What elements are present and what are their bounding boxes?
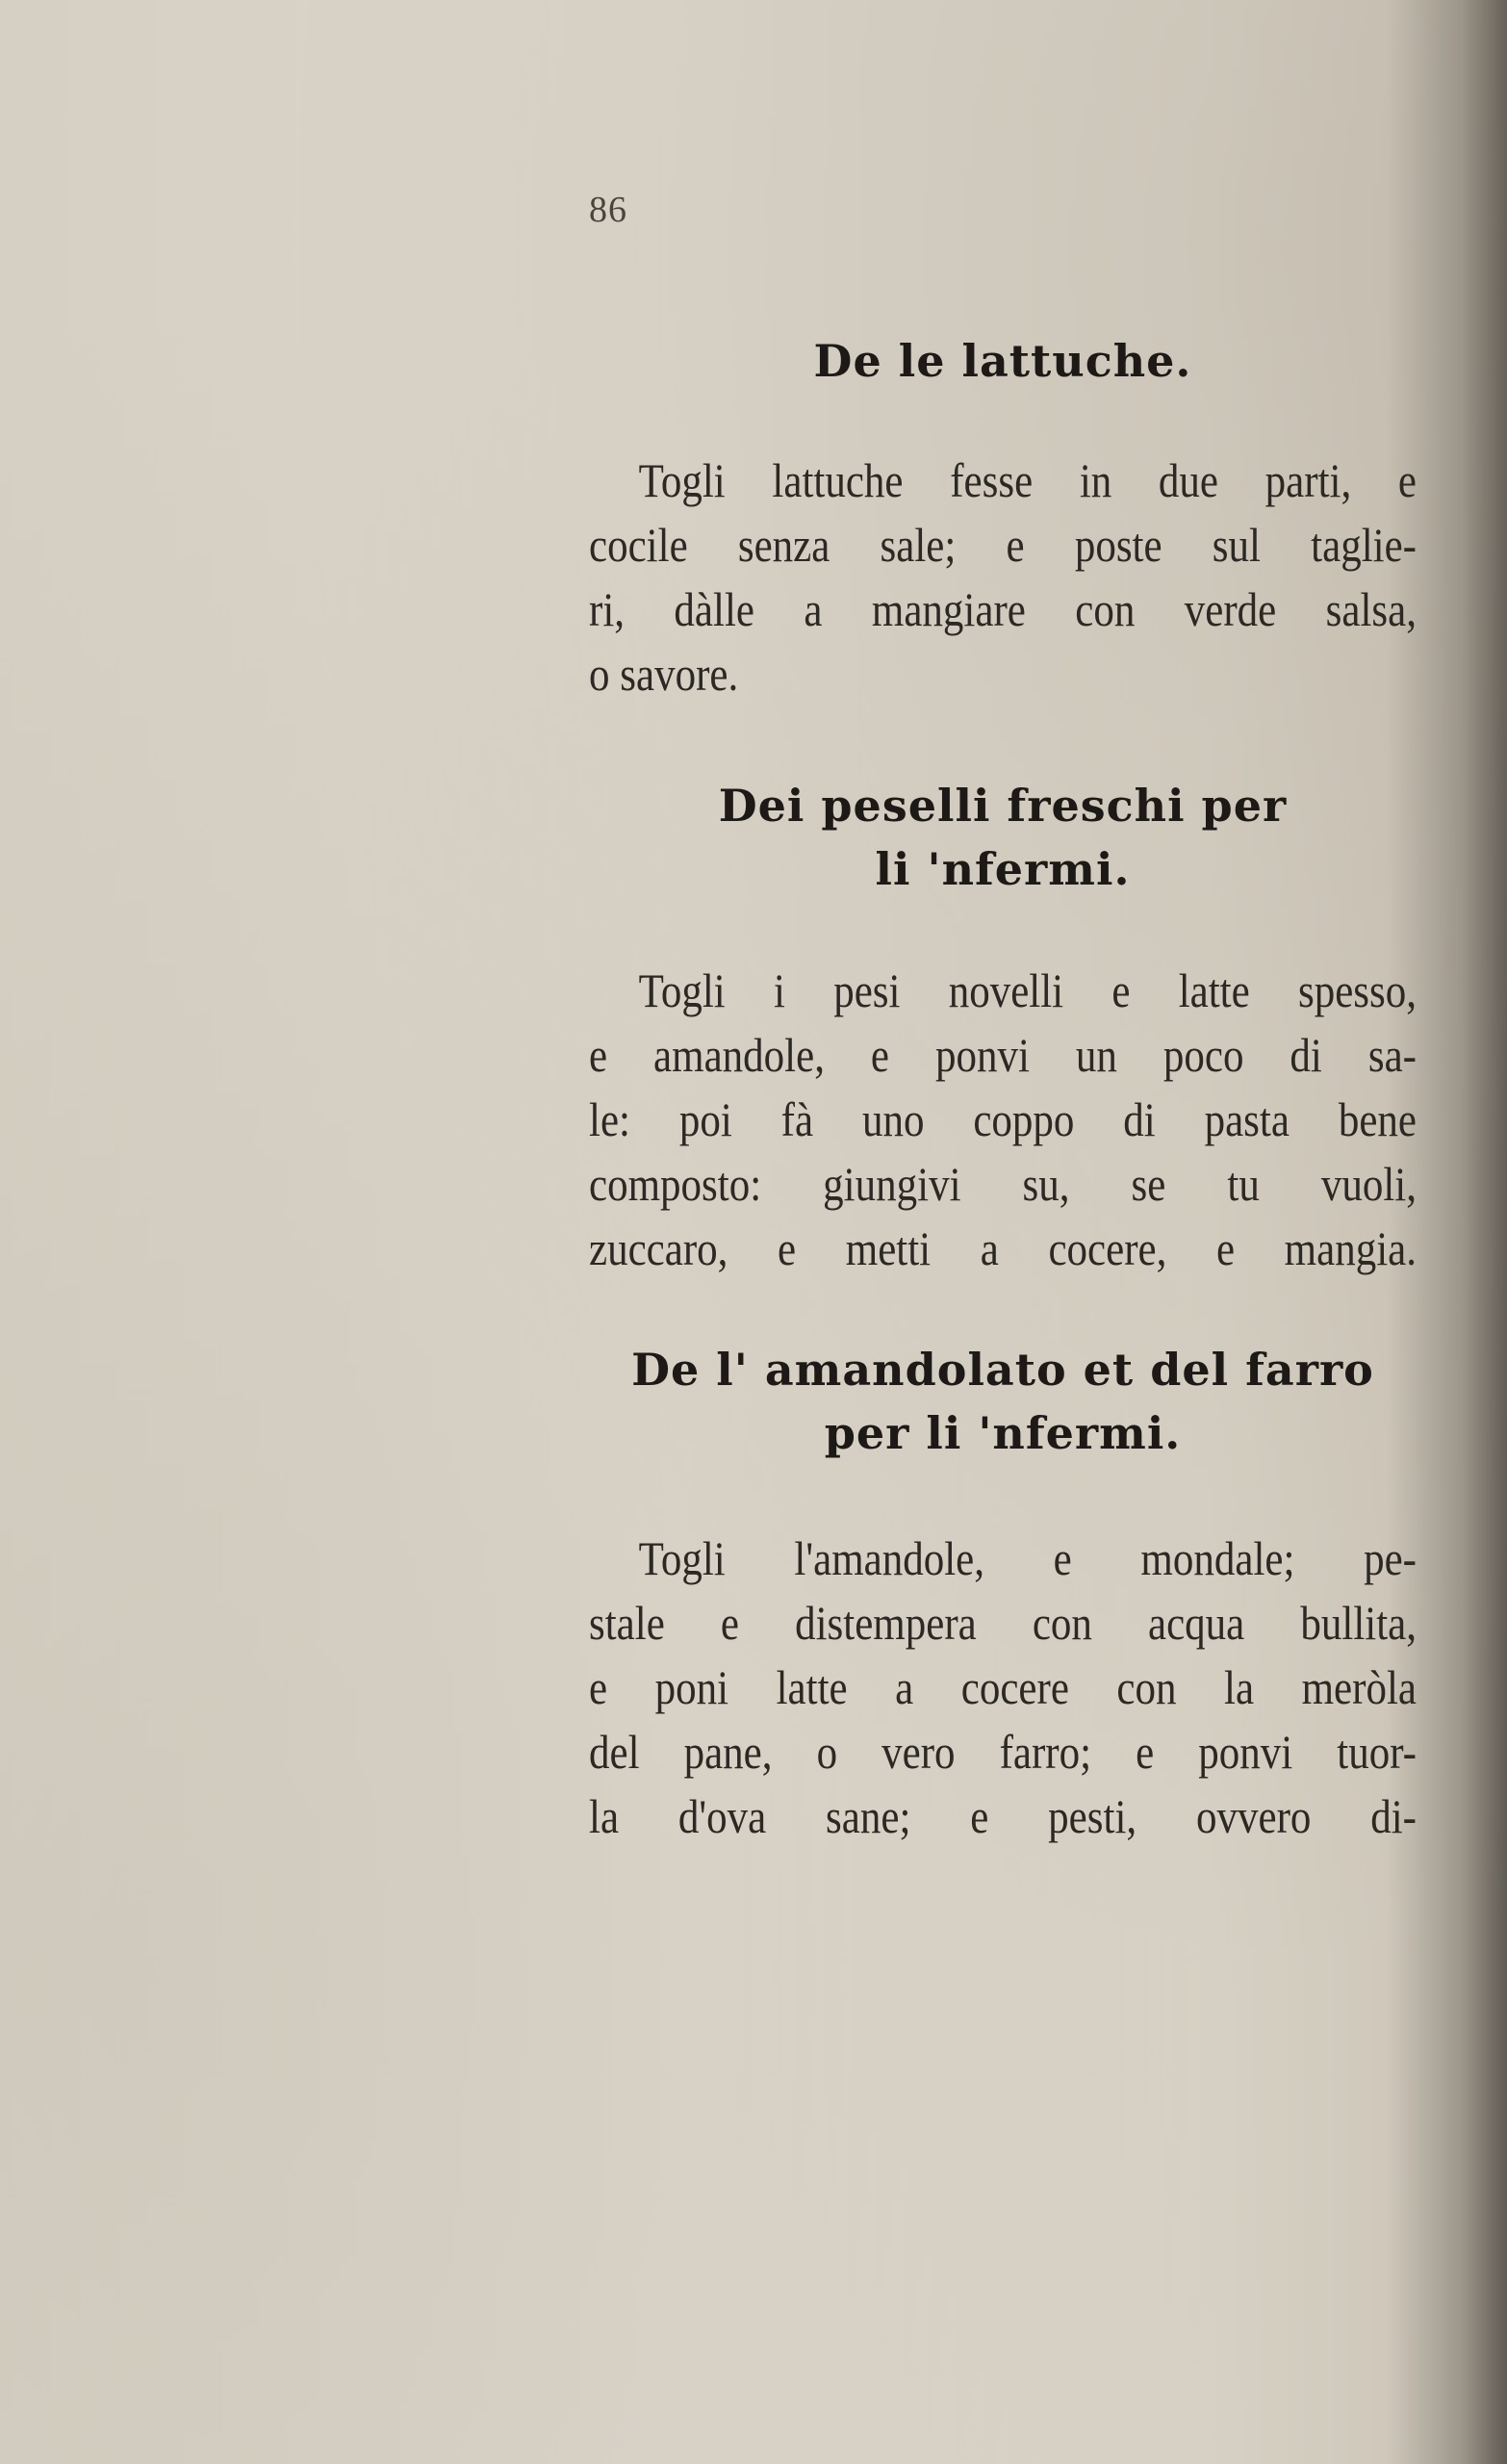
text-line: la d'ova sane; e pesti, ovvero di- (589, 1789, 1417, 1843)
text-line: e poni latte a cocere con la meròla (589, 1660, 1417, 1714)
text-line: le: poi fà uno coppo di pasta bene (589, 1092, 1417, 1146)
text-line: o savore. (589, 647, 739, 701)
text-line: del pane, o vero farro; e ponvi tuor- (589, 1725, 1417, 1779)
heading-line: Dei peselli freschi per (718, 780, 1288, 832)
section-heading (589, 1338, 1417, 1465)
heading-line: De l' amandolato et del farro (631, 1344, 1374, 1396)
text-line: e amandole, e ponvi un poco di sa- (589, 1028, 1417, 1082)
section-heading (589, 329, 1417, 393)
text-line: zuccaro, e metti a cocere, e mangia. (589, 1221, 1417, 1275)
text-line: composto: giungivi su, se tu vuoli, (589, 1157, 1417, 1211)
paragraph (589, 449, 1417, 706)
text-line: Togli lattuche fesse in due parti, e (638, 453, 1417, 507)
page-number: 86 (589, 190, 627, 230)
text-line: Togli l'amandole, e mondale; pe- (638, 1531, 1417, 1585)
text-line: stale e distempera con acqua bullita, (589, 1596, 1417, 1650)
heading-line: per li 'nfermi. (824, 1407, 1182, 1459)
paragraph (589, 1527, 1417, 1849)
heading-line: li 'nfermi. (875, 843, 1131, 895)
text-line: Togli i pesi novelli e latte spesso, (638, 963, 1417, 1017)
text-line: cocile senza sale; e poste sul taglie- (589, 518, 1417, 572)
text-line: ri, dàlle a mangiare con verde salsa, (589, 582, 1417, 636)
paragraph (589, 959, 1417, 1281)
section-heading (589, 774, 1417, 901)
heading-line: De le lattuche. (813, 335, 1192, 387)
